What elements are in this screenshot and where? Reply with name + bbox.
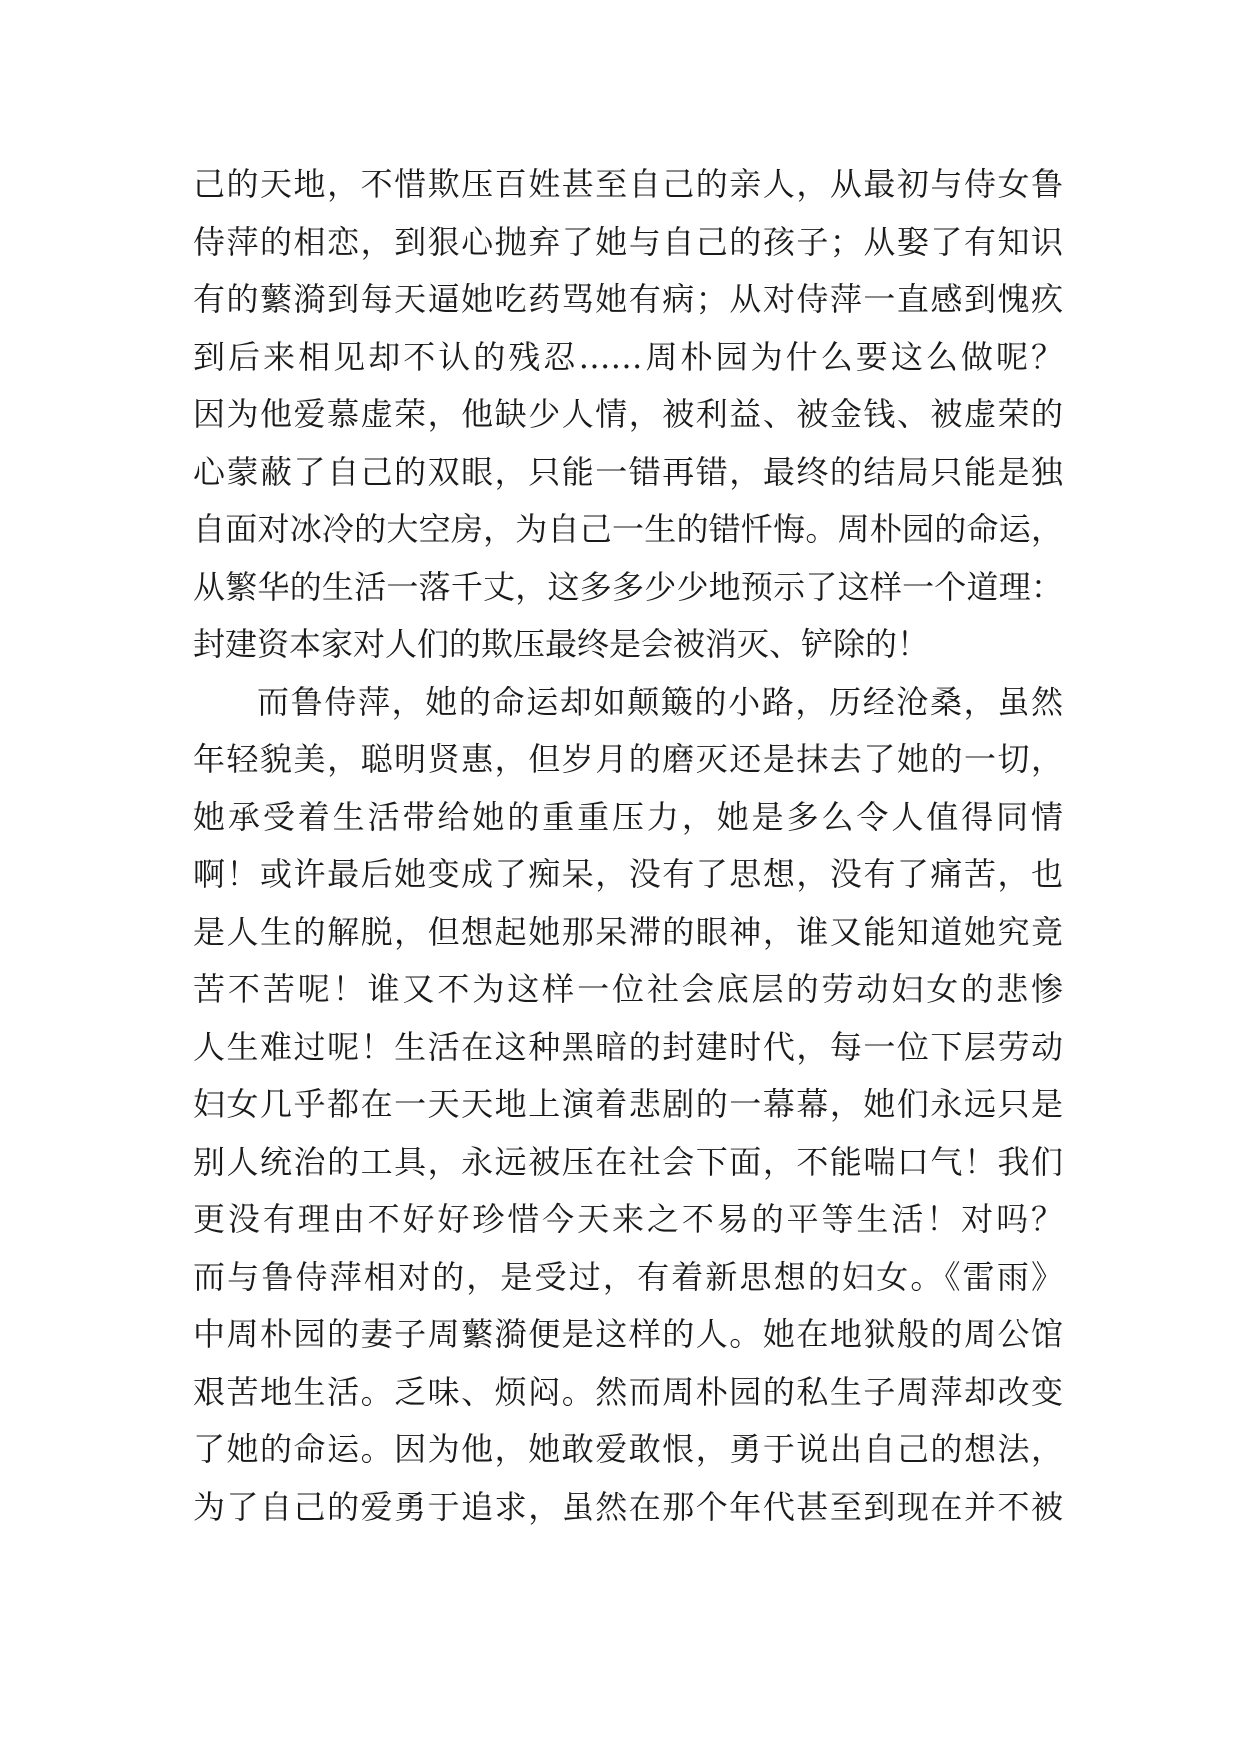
text-line: 人生难过呢！生活在这种黑暗的封建时代，每一位下层劳动 [193, 1027, 1063, 1066]
text-line: 而与鲁侍萍相对的，是受过，有着新思想的妇女。《雷雨》 [193, 1257, 1063, 1296]
text-line: 是人生的解脱，但想起她那呆滞的眼神，谁又能知道她究竟 [193, 912, 1063, 951]
text-line: 从繁华的生活一落千丈，这多多少少地预示了这样一个道理： [193, 567, 1063, 606]
text-line: 年轻貌美，聪明贤惠，但岁月的磨灭还是抹去了她的一切， [193, 740, 1063, 778]
paragraph-last-line: 封建资本家对人们的欺压最终是会被消灭、铲除的！ [193, 625, 930, 663]
text-line: 因为他爱慕虚荣，他缺少人情，被利益、被金钱、被虚荣的 [193, 395, 1063, 433]
text-line: 她承受着生活带给她的重重压力，她是多么令人值得同情 [193, 797, 1063, 836]
paragraph-first-line: 而鲁侍萍，她的命运却如颠簸的小路，历经沧桑，虽然 [257, 682, 1063, 721]
text-line: 为了自己的爱勇于追求，虽然在那个年代甚至到现在并不被 [193, 1487, 1063, 1526]
text-line: 别人统治的工具，永远被压在社会下面，不能喘口气！我们 [193, 1142, 1063, 1181]
text-line: 中周朴园的妻子周蘩漪便是这样的人。她在地狱般的周公馆 [193, 1315, 1063, 1353]
text-line: 艰苦地生活。乏味、烦闷。然而周朴园的私生子周萍却改变 [193, 1372, 1063, 1411]
text-line: 妇女几乎都在一天天地上演着悲剧的一幕幕，她们永远只是 [193, 1085, 1063, 1123]
text-line: 侍萍的相恋，到狠心抛弃了她与自己的孩子；从娶了有知识 [193, 222, 1063, 261]
text-line: 自面对冰冷的大空房，为自己一生的错忏悔。周朴园的命运， [193, 510, 1063, 548]
document-body [193, 156, 1063, 1536]
text-line: 到后来相见却不认的残忍……周朴园为什么要这么做呢？ [193, 337, 1063, 376]
text-line: 心蒙蔽了自己的双眼，只能一错再错，最终的结局只能是独 [193, 452, 1063, 491]
text-line: 己的天地，不惜欺压百姓甚至自己的亲人，从最初与侍女鲁 [193, 165, 1063, 203]
text-line: 苦不苦呢！谁又不为这样一位社会底层的劳动妇女的悲惨 [193, 970, 1063, 1008]
text-line: 更没有理由不好好珍惜今天来之不易的平等生活！对吗？ [193, 1200, 1063, 1238]
text-line: 啊！或许最后她变成了痴呆，没有了思想，没有了痛苦，也 [193, 855, 1063, 893]
text-line: 有的蘩漪到每天逼她吃药骂她有病；从对侍萍一直感到愧疚 [193, 280, 1063, 318]
text-line: 了她的命运。因为他，她敢爱敢恨，勇于说出自己的想法， [193, 1430, 1063, 1468]
